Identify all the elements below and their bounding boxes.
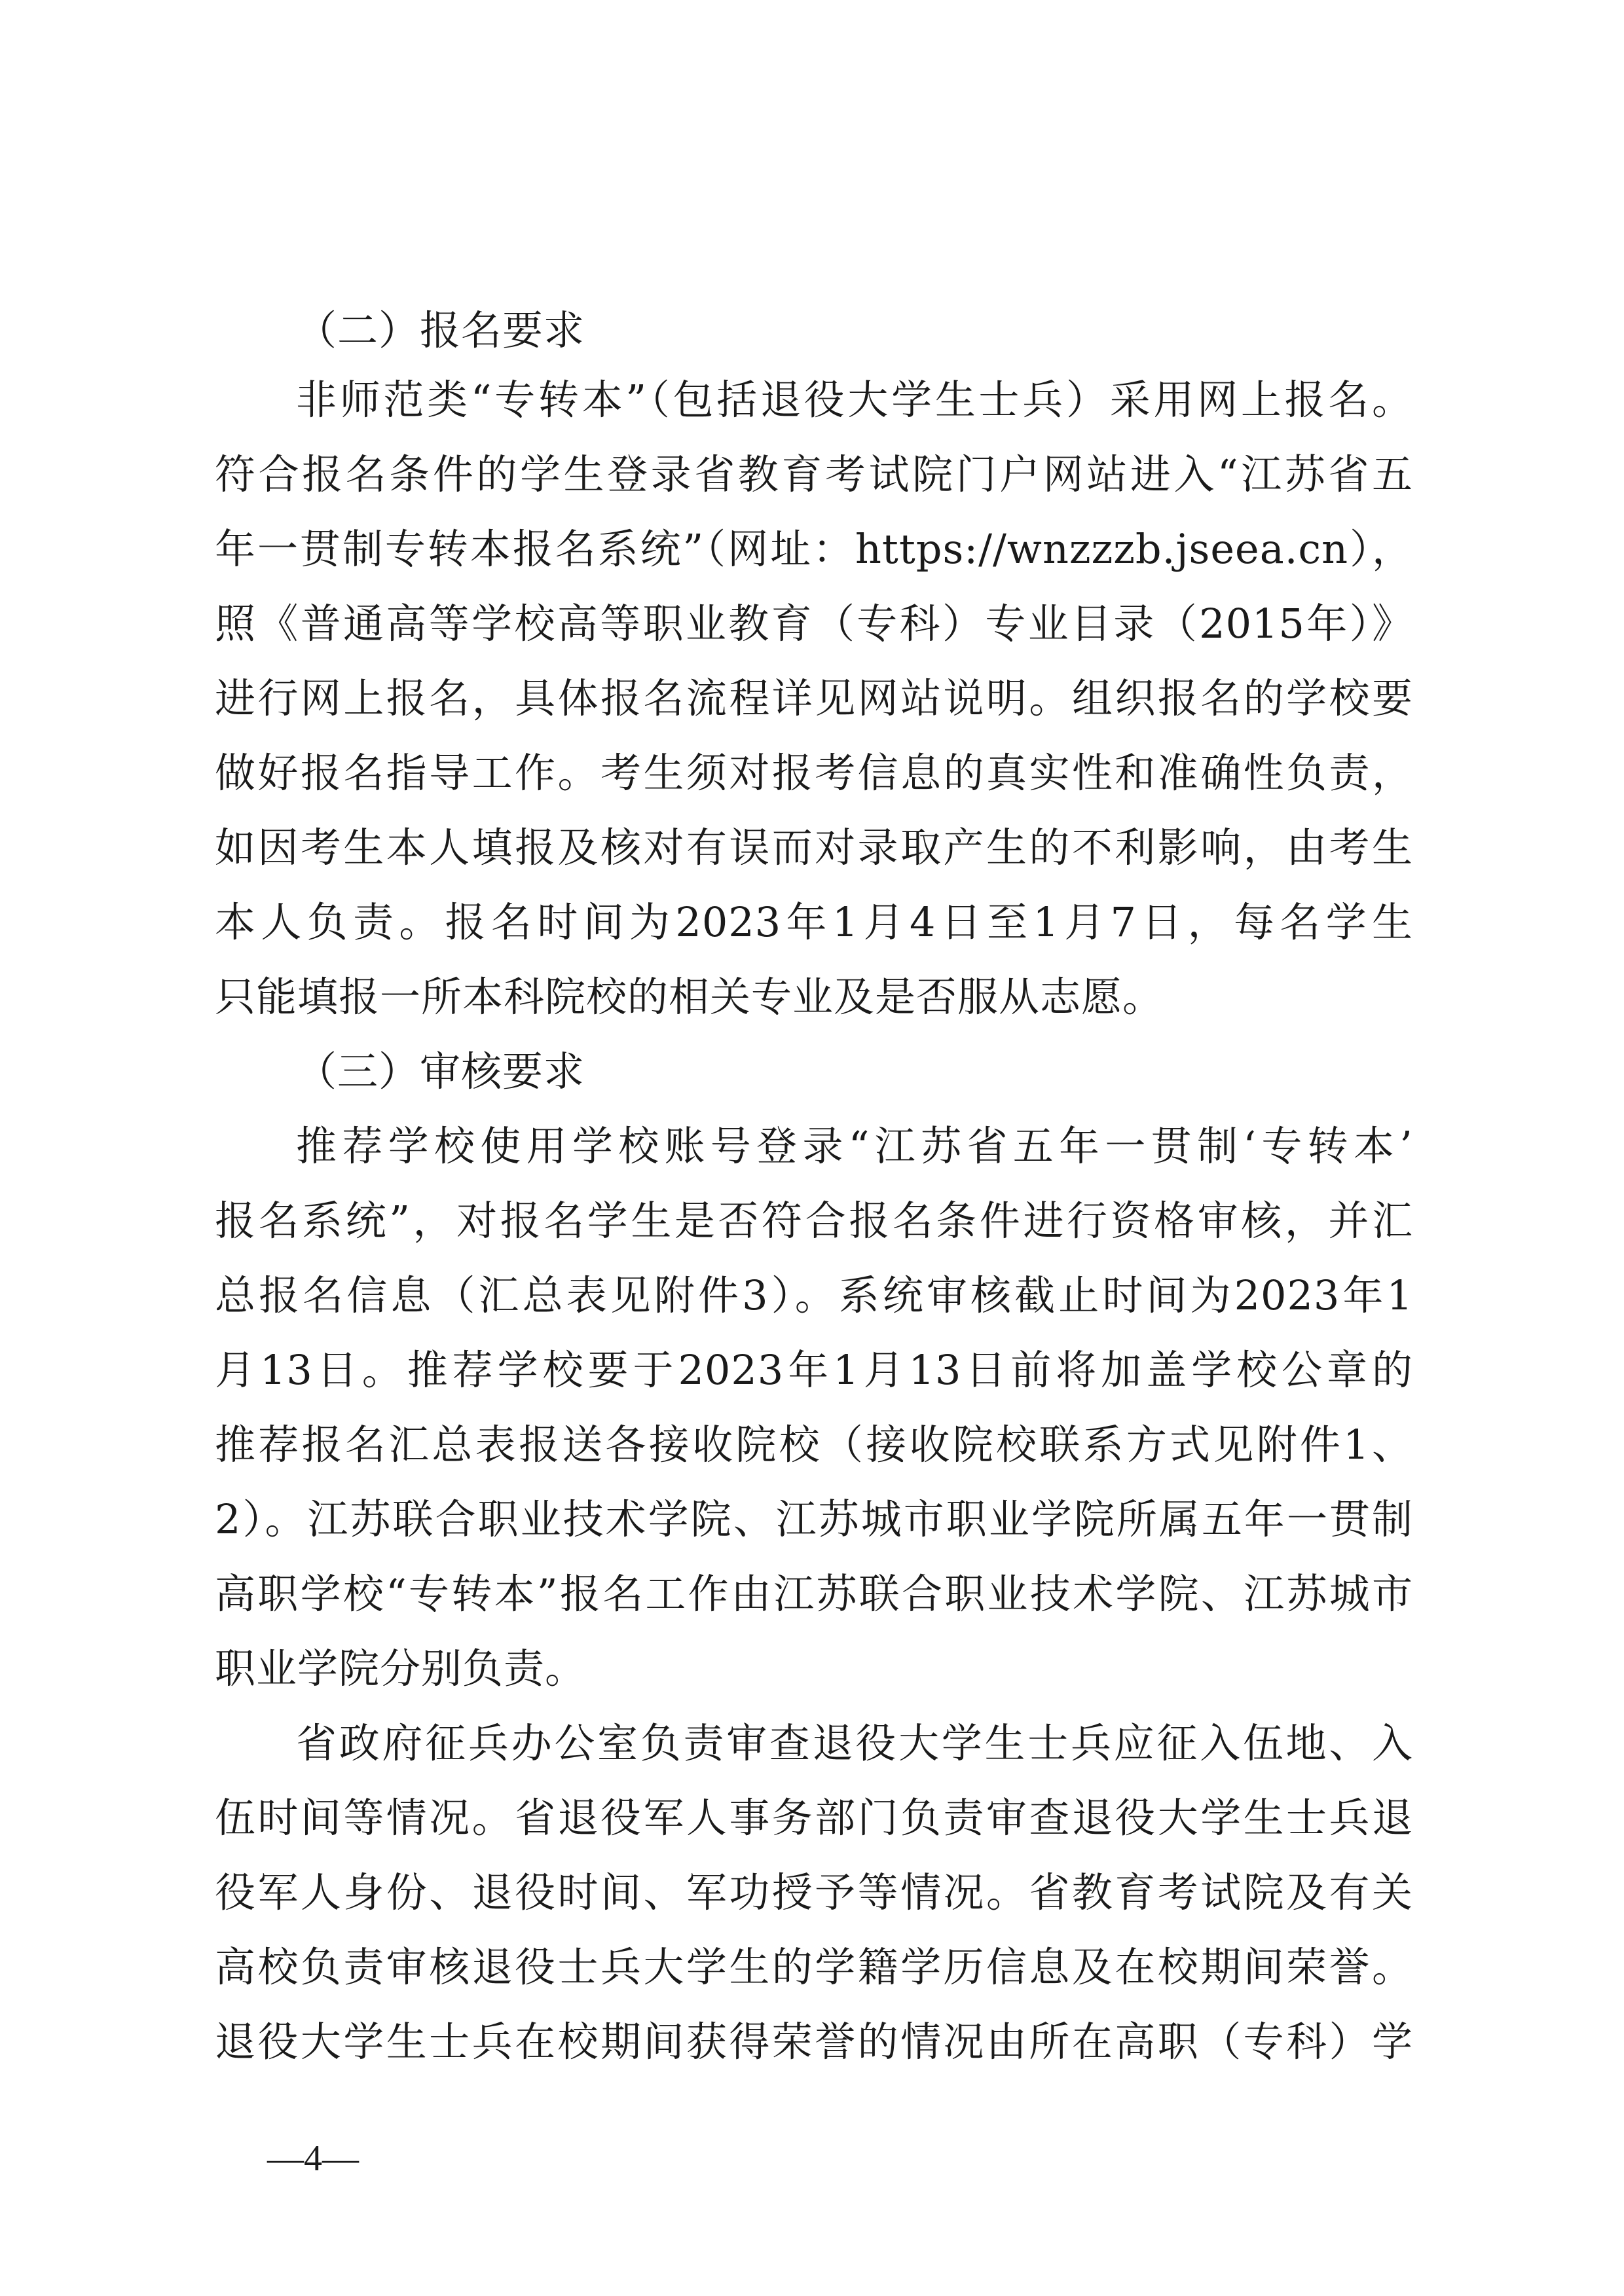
- paragraph-line: 省政府征兵办公室负责审查退役大学生士兵应征入伍地、入: [296, 1719, 1413, 1767]
- paragraph-line: 月13日。推荐学校要于2023年1月13日前将加盖学校公章的: [215, 1346, 1413, 1394]
- paragraph-line: 2）。江苏联合职业技术学院、江苏城市职业学院所属五年一贯制: [215, 1495, 1413, 1543]
- section-heading-registration: （二）报名要求: [296, 306, 585, 354]
- paragraph-line: 本人负责。报名时间为2023年1月4日至1月7日，每名学生: [215, 898, 1413, 946]
- paragraph-line: 职业学院分别负责。: [215, 1645, 587, 1692]
- paragraph-line: 高职学校“专转本”报名工作由江苏联合职业技术学院、江苏城市: [215, 1570, 1413, 1618]
- paragraph-line: 符合报名条件的学生登录省教育考试院门户网站进入“江苏省五: [215, 450, 1413, 498]
- paragraph-line: 役军人身份、退役时间、军功授予等情况。省教育考试院及有关: [215, 1868, 1413, 1916]
- paragraph-line: 退役大学生士兵在校期间获得荣誉的情况由所在高职（专科）学: [215, 2018, 1413, 2066]
- paragraph-line: 伍时间等情况。省退役军人事务部门负责审查退役大学生士兵退: [215, 1794, 1413, 1842]
- paragraph-line: 如因考生本人填报及核对有误而对录取产生的不利影响，由考生: [215, 824, 1413, 871]
- paragraph-line: 年一贯制专转本报名系统”（网址：https://wnzzzb.jseea.cn），: [215, 525, 1413, 573]
- paragraph-line: 做好报名指导工作。考生须对报考信息的真实性和准确性负责，: [215, 749, 1413, 797]
- section-heading-review: （三）审核要求: [296, 1048, 585, 1095]
- page-number: —4—: [267, 2138, 359, 2179]
- paragraph-line: 推荐学校使用学校账号登录“江苏省五年一贯制‘专转本’: [296, 1122, 1413, 1170]
- paragraph-line: 非师范类“专转本”（包括退役大学生士兵）采用网上报名。: [296, 376, 1413, 424]
- paragraph-line: 高校负责审核退役士兵大学生的学籍学历信息及在校期间荣誉。: [215, 1943, 1413, 1991]
- paragraph-line: 报名系统”，对报名学生是否符合报名条件进行资格审核，并汇: [215, 1197, 1413, 1245]
- paragraph-line: 总报名信息（汇总表见附件3）。系统审核截止时间为2023年1: [215, 1271, 1413, 1319]
- paragraph-line: 照《普通高等学校高等职业教育（专科）专业目录（2015年）》: [215, 600, 1413, 647]
- paragraph-line: 推荐报名汇总表报送各接收院校（接收院校联系方式见附件1、: [215, 1421, 1413, 1468]
- paragraph-line: 进行网上报名，具体报名流程详见网站说明。组织报名的学校要: [215, 674, 1413, 722]
- paragraph-line: 只能填报一所本科院校的相关专业及是否服从志愿。: [215, 973, 1164, 1021]
